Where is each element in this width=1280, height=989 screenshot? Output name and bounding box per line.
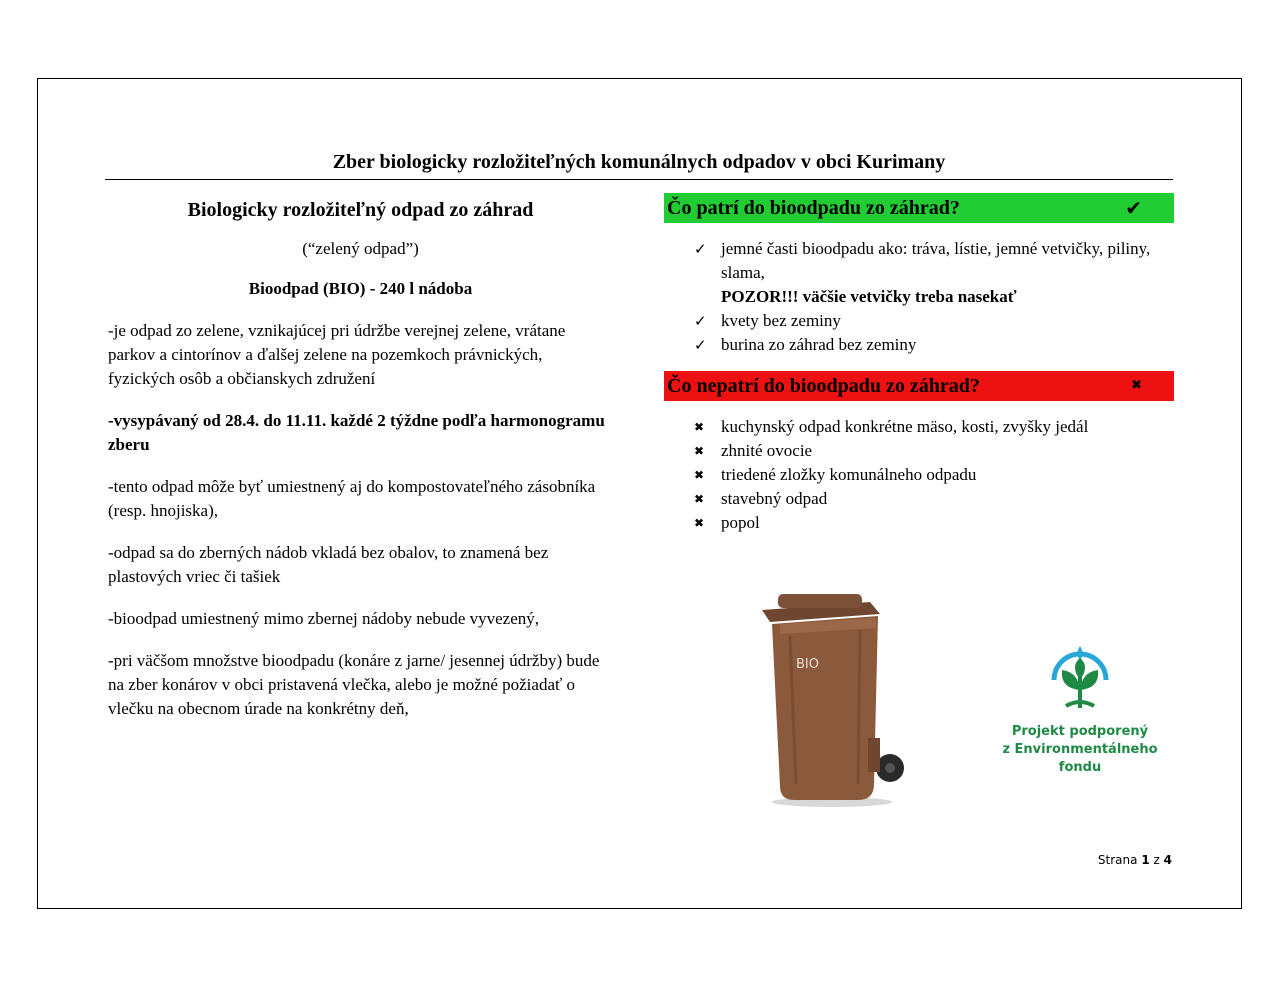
belongs-heading: Čo patrí do bioodpadu zo záhrad? (667, 197, 960, 219)
logo-line-2: z Environmentálneho (1002, 742, 1158, 757)
environmental-fund-logo (1000, 640, 1160, 777)
list-item (694, 439, 1174, 463)
cross-icon: ✖ (694, 444, 705, 458)
left-subtitle: (“zelený odpad”) (302, 239, 419, 258)
paragraph-schedule: -vysypávaný od 28.4. do 11.11. každé 2 týždne podľa harmonogramu zberu (108, 411, 605, 454)
list-item-text: triedené zložky komunálneho odpadu (721, 465, 977, 484)
list-item (694, 309, 1174, 333)
cross-icon: ✖ (694, 420, 705, 434)
list-item (694, 463, 1174, 487)
warning-text: POZOR!!! väčšie vetvičky treba nasekať (721, 287, 1017, 306)
list-item-text: kvety bez zeminy (721, 311, 841, 330)
list-item (694, 415, 1174, 439)
right-column (664, 193, 1174, 535)
list-item-text: popol (721, 513, 760, 532)
paragraph-no-bags: -odpad sa do zberných nádob vkladá bez obalov, to znamená bez plastových vriec či tašiek (108, 543, 549, 586)
cross-icon: ✖ (1131, 378, 1142, 393)
logo-line-3: fondu (1058, 760, 1102, 775)
bin-type-label: Bioodpad (BIO) - 240 l nádoba (248, 279, 473, 298)
cross-icon: ✖ (694, 468, 705, 482)
title-divider (105, 179, 1173, 180)
left-heading: Biologicky rozložiteľný odpad zo záhrad (187, 199, 534, 221)
cross-icon: ✖ (694, 516, 705, 530)
paragraph-definition: -je odpad zo zelene, vznikajúcej pri údržbe verejnej zelene, vrátane parkov a cintorínov a ďalšej zelene na pozemkoch právnických, fyzických osôb a občianskych združení (108, 321, 566, 388)
belongs-list (664, 237, 1174, 357)
cross-icon: ✖ (694, 492, 705, 506)
check-icon: ✓ (694, 312, 707, 330)
list-item (694, 511, 1174, 535)
not-belongs-heading: Čo nepatrí do bioodpadu zo záhrad? (667, 375, 980, 397)
list-item (694, 333, 1174, 357)
list-item (694, 237, 1174, 309)
list-item-text: stavebný odpad (721, 489, 828, 508)
document-title: Zber biologicky rozložiteľných komunálnych odpadov v obci Kurimany (332, 151, 946, 173)
paragraph-outside-bin: -bioodpad umiestnený mimo zbernej nádoby nebude vyvezený, (108, 609, 540, 628)
page-number-prefix: Strana (1097, 853, 1138, 867)
left-column (108, 195, 613, 739)
checkmark-icon: ✔ (1125, 196, 1142, 220)
page-number (1060, 853, 1172, 867)
paragraph-branches: -pri väčšom množstve bioodpadu (konáre z jarne/ jesennej údržby) bude na zber konárov v obci pristavená vlečka, alebo je možné požiadať o vlečku na obecnom úrade na konkrétny deň, (108, 651, 600, 718)
check-icon: ✓ (694, 336, 707, 354)
not-belongs-heading-bar (664, 371, 1174, 401)
page-number-total: 4 (1163, 853, 1172, 867)
bin-label: BIO (796, 657, 819, 672)
waste-bin-image (750, 588, 910, 810)
check-icon: ✓ (694, 240, 707, 258)
list-item (694, 487, 1174, 511)
list-item-text: zhnité ovocie (721, 441, 813, 460)
list-item-text: burina zo záhrad bez zeminy (721, 335, 917, 354)
not-belongs-list (664, 415, 1174, 535)
list-item-text: jemné časti bioodpadu ako: tráva, lístie, jemné vetvičky, piliny, slama, (721, 239, 1151, 282)
list-item-text: kuchynský odpad konkrétne mäso, kosti, zvyšky jedál (721, 417, 1089, 436)
page-number-current: 1 (1141, 853, 1150, 867)
paragraph-compost: -tento odpad môže byť umiestnený aj do kompostovateľného zásobníka (resp. hnojiska), (108, 477, 596, 520)
leaf-logo-icon (1040, 640, 1120, 714)
belongs-heading-bar (664, 193, 1174, 223)
logo-line-1: Projekt podporený (1011, 724, 1149, 739)
page-number-separator: z (1153, 853, 1160, 867)
